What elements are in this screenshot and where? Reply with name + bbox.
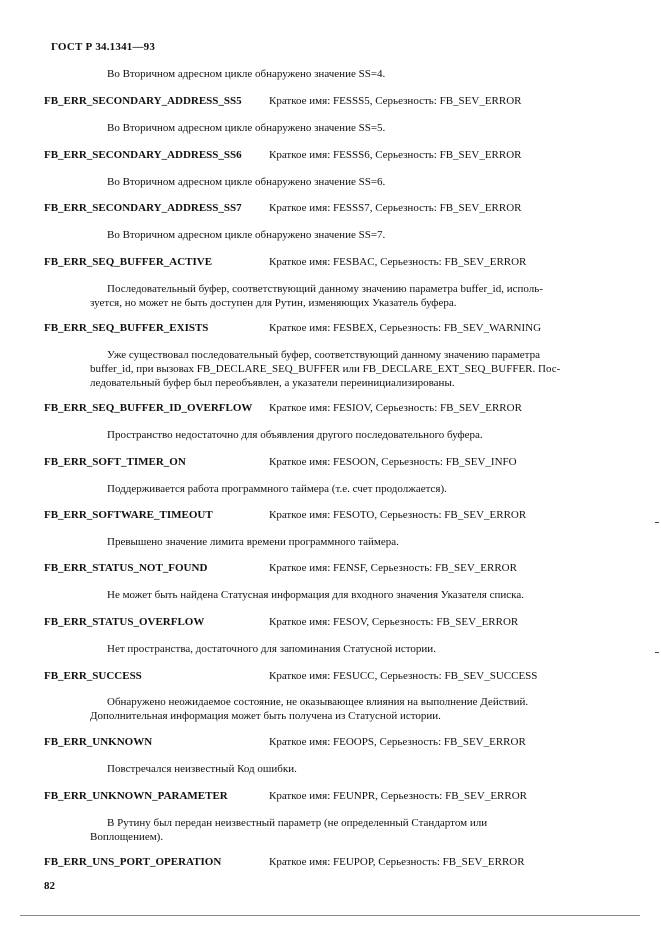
edge-mark (655, 652, 659, 653)
entry-meta: Краткое имя: FESSS5, Серьезность: FB_SEV_ERROR (269, 95, 522, 107)
entry-meta: Краткое имя: FESOV, Серьезность: FB_SEV_ERROR (269, 616, 519, 628)
entry-code: FB_ERR_SOFTWARE_TIMEOUT (44, 509, 213, 521)
entry-meta: Краткое имя: FESBAC, Серьезность: FB_SEV_ERROR (269, 256, 527, 268)
entry-code: FB_ERR_SECONDARY_ADDRESS_SS5 (44, 95, 242, 107)
entry-description: Нет пространства, достаточного для запоминания Статусной истории. (107, 643, 436, 655)
entry-description: Пространство недостаточно для объявления другого последовательного буфера. (107, 429, 483, 441)
entry-description: Во Вторичном адресном цикле обнаружено значение SS=6. (107, 176, 386, 188)
entry-description: Во Вторичном адресном цикле обнаружено значение SS=4. (107, 68, 386, 80)
entry-meta: Краткое имя: FESSS7, Серьезность: FB_SEV_ERROR (269, 202, 522, 214)
entry-code: FB_ERR_SECONDARY_ADDRESS_SS7 (44, 202, 242, 214)
entry-meta: Краткое имя: FESSS6, Серьезность: FB_SEV_ERROR (269, 149, 522, 161)
entry-description: Превышено значение лимита времени программного таймера. (107, 536, 399, 548)
entry-code: FB_ERR_SEQ_BUFFER_ACTIVE (44, 256, 213, 268)
entry-code: FB_ERR_STATUS_OVERFLOW (44, 616, 205, 628)
entry-code: FB_ERR_SUCCESS (44, 670, 142, 682)
entry-description: Воплощением). (90, 831, 164, 843)
entry-description: зуется, но может не быть доступен для Рутин, изменяющих Указатель буфера. (90, 297, 457, 309)
page-header: ГОСТ Р 34.1341—93 (51, 41, 156, 53)
entry-description: Во Вторичном адресном цикле обнаружено значение SS=5. (107, 122, 386, 134)
entry-description: Дополнительная информация может быть получена из Статусной истории. (90, 710, 441, 722)
entry-description: buffer_id, при вызовах FB_DECLARE_SEQ_BUFFER или FB_DECLARE_EXT_SEQ_BUFFER. Пос- (90, 363, 561, 375)
entry-meta: Краткое имя: FESBEX, Серьезность: FB_SEV_WARNING (269, 322, 542, 334)
entry-description: ледовательный буфер был переобъявлен, а указатели переинициализированы. (90, 377, 455, 389)
entry-description: Последовательный буфер, соответствующий данному значению параметра buffer_id, исполь- (107, 283, 543, 295)
entry-meta: Краткое имя: FESIOV, Серьезность: FB_SEV_ERROR (269, 402, 522, 414)
entry-code: FB_ERR_UNKNOWN (44, 736, 153, 748)
entry-code: FB_ERR_UNS_PORT_OPERATION (44, 856, 222, 868)
entry-meta: Краткое имя: FESOON, Серьезность: FB_SEV_INFO (269, 456, 517, 468)
entry-description: Обнаружено неожидаемое состояние, не оказывающее влияния на выполнение Действий. (107, 696, 529, 708)
entry-meta: Краткое имя: FENSF, Серьезность: FB_SEV_ERROR (269, 562, 517, 574)
entry-description: Повстречался неизвестный Код ошибки. (107, 763, 297, 775)
entry-description: В Рутину был передан неизвестный параметр (не определенный Стандартом или (107, 817, 488, 829)
entry-description: Во Вторичном адресном цикле обнаружено значение SS=7. (107, 229, 386, 241)
bottom-rule (20, 915, 640, 916)
entry-description: Не может быть найдена Статусная информация для входного значения Указателя списка. (107, 589, 524, 601)
entry-code: FB_ERR_SEQ_BUFFER_EXISTS (44, 322, 209, 334)
entry-code: FB_ERR_STATUS_NOT_FOUND (44, 562, 208, 574)
entry-meta: Краткое имя: FEUPOP, Серьезность: FB_SEV_ERROR (269, 856, 525, 868)
entry-meta: Краткое имя: FESUCC, Серьезность: FB_SEV_SUCCESS (269, 670, 538, 682)
entry-code: FB_ERR_SOFT_TIMER_ON (44, 456, 186, 468)
entry-code: FB_ERR_UNKNOWN_PARAMETER (44, 790, 228, 802)
page-number: 82 (44, 880, 55, 892)
entry-meta: Краткое имя: FEUNPR, Серьезность: FB_SEV_ERROR (269, 790, 528, 802)
entry-code: FB_ERR_SEQ_BUFFER_ID_OVERFLOW (44, 402, 253, 414)
entry-meta: Краткое имя: FEOOPS, Серьезность: FB_SEV_ERROR (269, 736, 526, 748)
entry-description: Поддерживается работа программного таймера (т.е. счет продолжается). (107, 483, 447, 495)
entry-description: Уже существовал последовательный буфер, соответствующий данному значению параметра (107, 349, 541, 361)
edge-mark (655, 522, 659, 523)
entry-code: FB_ERR_SECONDARY_ADDRESS_SS6 (44, 149, 242, 161)
entry-meta: Краткое имя: FESOTO, Серьезность: FB_SEV_ERROR (269, 509, 527, 521)
